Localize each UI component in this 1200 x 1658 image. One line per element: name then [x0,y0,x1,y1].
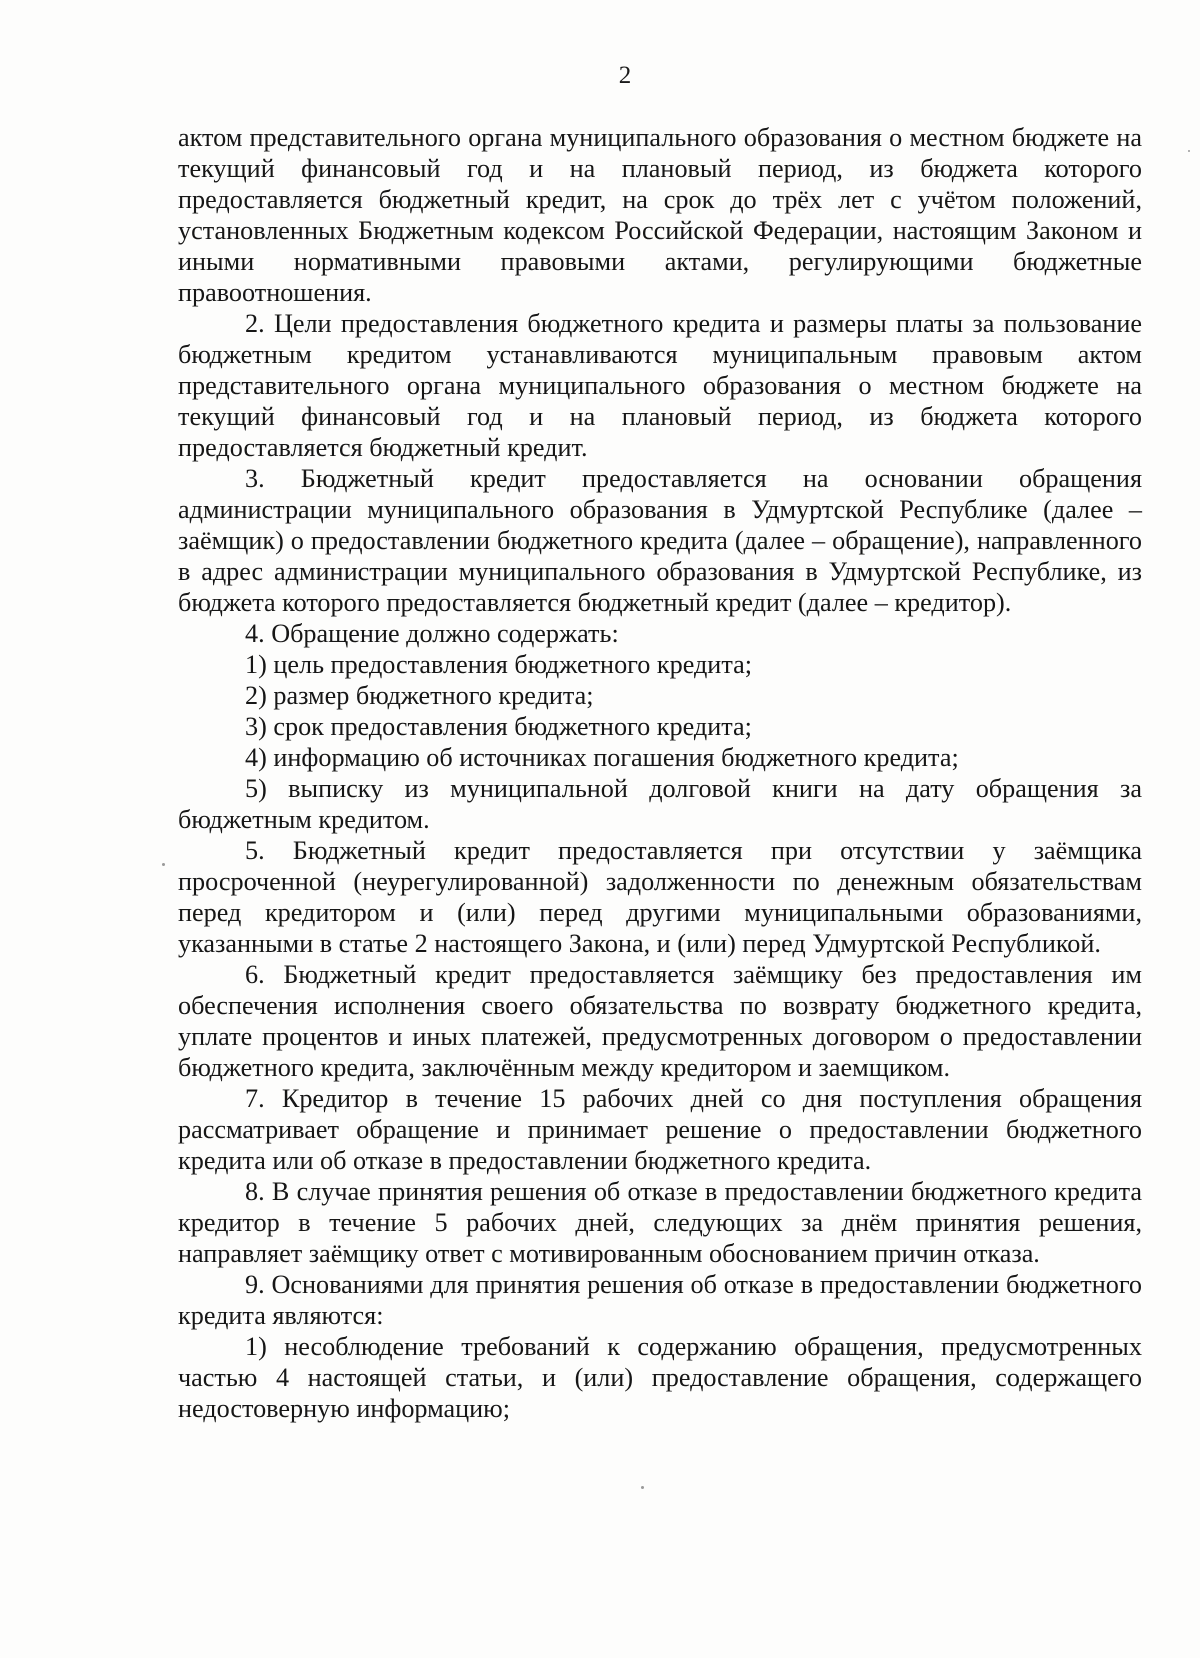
list-item-4-1: 1) цель предоставления бюджетного кредита; [245,650,752,679]
scan-speck [641,1486,644,1489]
scan-speck [162,863,165,866]
paragraph-item-3: 3. Бюджетный кредит предоставляется на основании обращения администрации муниципального образования в Удмуртской Республике (далее – заёмщик) о предоставлении бюджетного кредита (далее – обращение), направленного в адрес администрации муниципального образования в Удмуртской Республике, из бюджета которого предоставляется бюджетный кредит (далее – кредитор). [178,464,1142,617]
document-body [178,122,1142,1424]
paragraph-item-2: 2. Цели предоставления бюджетного кредита и размеры платы за пользование бюджетным кредитом устанавливаются муниципальным правовым актом представительного органа муниципального образования о местном бюджете на текущий финансовый год и на плановый период, из бюджета которого предоставляется бюджетный кредит. [178,309,1142,462]
paragraph-item-5: 5. Бюджетный кредит предоставляется при отсутствии у заёмщика просроченной (неурегулированной) задолженности по денежным обязательствам перед кредитором и (или) перед другими муниципальными образованиями, указанными в статье 2 настоящего Закона, и (или) перед Удмуртской Республикой. [178,836,1142,958]
paragraph-item-7: 7. Кредитор в течение 15 рабочих дней со дня поступления обращения рассматривает обращение и принимает решение о предоставлении бюджетного кредита или об отказе в предоставлении бюджетного кредита. [178,1084,1142,1175]
paragraph-item-6: 6. Бюджетный кредит предоставляется заёмщику без предоставления им обеспечения исполнения своего обязательства по возврату бюджетного кредита, уплате процентов и иных платежей, предусмотренных договором о предоставлении бюджетного кредита, заключённым между кредитором и заемщиком. [178,960,1142,1082]
paragraph-item-9: 9. Основаниями для принятия решения об отказе в предоставлении бюджетного кредита являются: [178,1270,1142,1330]
list-item-9-1: 1) несоблюдение требований к содержанию обращения, предусмотренных частью 4 настоящей статьи, и (или) предоставление обращения, содержащего недостоверную информацию; [178,1332,1142,1423]
paragraph-item-8: 8. В случае принятия решения об отказе в предоставлении бюджетного кредита кредитор в течение 5 рабочих дней, следующих за днём принятия решения, направляет заёмщику ответ с мотивированным обоснованием причин отказа. [178,1177,1142,1268]
list-item-4-2: 2) размер бюджетного кредита; [245,681,594,710]
paragraph-item-4: 4. Обращение должно содержать: [245,619,619,648]
list-item-4-3: 3) срок предоставления бюджетного кредита; [245,712,752,741]
scan-speck [1188,150,1190,152]
list-item-4-4: 4) информацию об источниках погашения бюджетного кредита; [245,743,959,772]
list-item-4-5: 5) выписку из муниципальной долговой книги на дату обращения за бюджетным кредитом. [178,774,1142,834]
paragraph-continuation: актом представительного органа муниципального образования о местном бюджете на текущий финансовый год и на плановый период, из бюджета которого предоставляется бюджетный кредит, на срок до трёх лет с учётом положений, установленных Бюджетным кодексом Российской Федерации, настоящим Законом и иными нормативными правовыми актами, регулирующими бюджетные правоотношения. [178,123,1142,307]
page-number: 2 [618,62,632,89]
